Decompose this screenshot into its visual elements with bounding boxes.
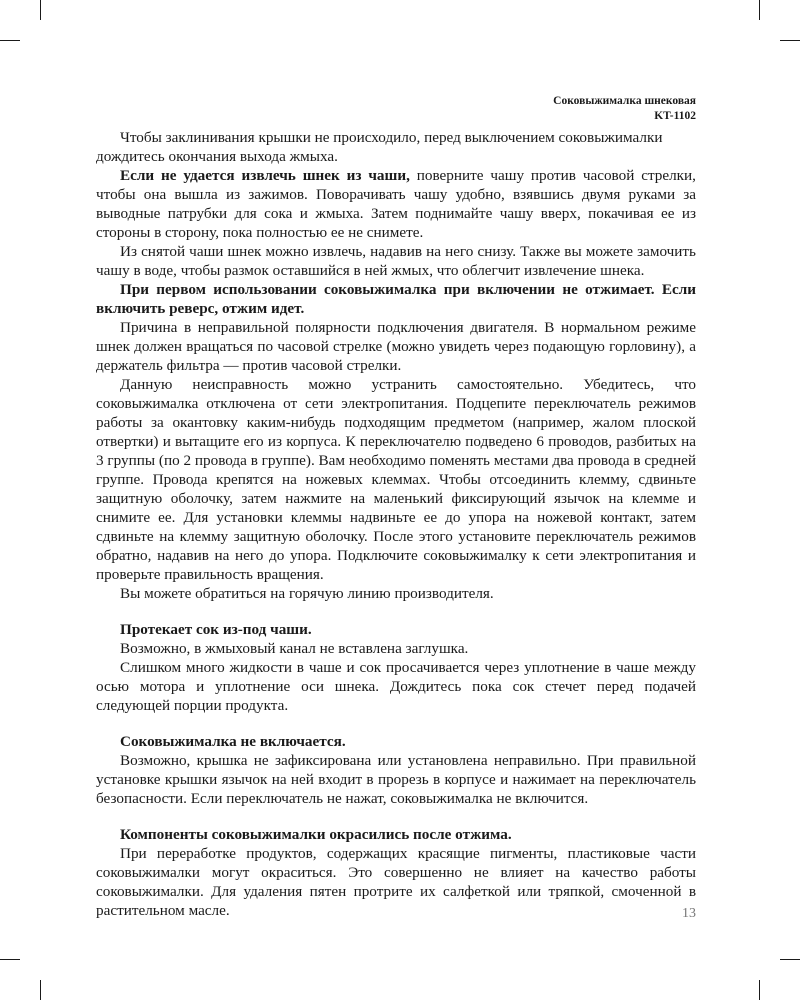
paragraph: Если не удается извлечь шнек из чаши, поверните чашу против часовой стрелки, чтобы она вышла из зажимов. Поворачивать чашу удобно, взявшись двумя руками за выводные патрубки для сока и жмыха. Затем поднимайте чашу вверх, покачивая ее из стороны в сторону, пока полностью ее не снимете.: [96, 167, 696, 241]
page-body: [96, 128, 696, 920]
paragraph: Чтобы заклинивания крышки не происходило, перед выключением соковыжималки: [120, 129, 663, 146]
crop-mark: [780, 959, 800, 960]
section-heading: Протекает сок из-под чаши.: [120, 621, 312, 638]
paragraph: Причина в неправильной полярности подключения двигателя. В нормальном режиме шнек должен вращаться по часовой стрелке (можно увидеть через подающую горловину), а держатель фильтра — против часовой стрелки.: [96, 319, 696, 374]
crop-mark: [759, 980, 760, 1000]
paragraph: дождитесь окончания выхода жмыха.: [96, 148, 338, 165]
crop-mark: [0, 40, 20, 41]
section-heading: Компоненты соковыжималки окрасились после отжима.: [120, 826, 512, 843]
header-model: KT-1102: [654, 110, 696, 122]
paragraph: При переработке продуктов, содержащих красящие пигменты, пластиковые части соковыжималки могут окраситься. Это совершенно не влияет на качество работы соковыжималки. Для удаления пятен протрите их салфеткой или тряпкой, смоченной в растительном масле.: [96, 845, 696, 919]
running-header: [553, 94, 696, 124]
paragraph: Возможно, в жмыховый канал не вставлена заглушка.: [120, 640, 469, 657]
crop-mark: [40, 0, 41, 20]
paragraph: Слишком много жидкости в чаше и сок просачивается через уплотнение в чаше между осью мотора и уплотнение оси шнека. Дождитесь пока сок стечет перед подачей следующей порции продукта.: [96, 659, 696, 714]
section-heading: При первом использовании соковыжималка при включении не отжимает. Если включить реверс, отжим идет.: [96, 281, 696, 317]
paragraph: Из снятой чаши шнек можно извлечь, надавив на него снизу. Также вы можете замочить чашу в воде, чтобы размок оставшийся в ней жмых, что облегчит извлечение шнека.: [96, 243, 696, 279]
page-number: 13: [682, 906, 696, 921]
crop-mark: [759, 0, 760, 20]
crop-mark: [780, 40, 800, 41]
paragraph: Возможно, крышка не зафиксирована или установлена неправильно. При правильной установке крышки язычок на ней входит в прорезь в корпусе и нажимает на переключатель безопасности. Если переключатель не нажат, соковыжималка не включится.: [96, 752, 696, 807]
crop-mark: [40, 980, 41, 1000]
header-title: Соковыжималка шнековая: [553, 95, 696, 107]
crop-mark: [0, 959, 20, 960]
section-heading: Соковыжималка не включается.: [120, 733, 346, 750]
paragraph: Данную неисправность можно устранить самостоятельно. Убедитесь, что соковыжималка отключена от сети электропитания. Подцепите переключатель режимов работы за окантовку каким-нибудь подходящим предметом (например, жалом плоской отвертки) и вытащите его из корпуса. К переключателю подведено 6 проводов, разбитых на 3 группы (по 2 провода в группе). Вам необходимо поменять местами два провода в средней группе. Провода крепятся на ножевых клеммах. Чтобы отсоединить клемму, сдвиньте защитную оболочку, затем нажмите на маленький фиксирующий язычок на клемме и снимите ее. Для установки клеммы надвиньте ее до упора на ножевой контакт, затем сдвиньте на клемму защитную оболочку. После этого установите переключатель режимов обратно, надавив на него до упора. Подключите соковыжималку к сети электропитания и проверьте правильность вращения.: [96, 376, 696, 583]
paragraph: Вы можете обратиться на горячую линию производителя.: [120, 585, 494, 602]
